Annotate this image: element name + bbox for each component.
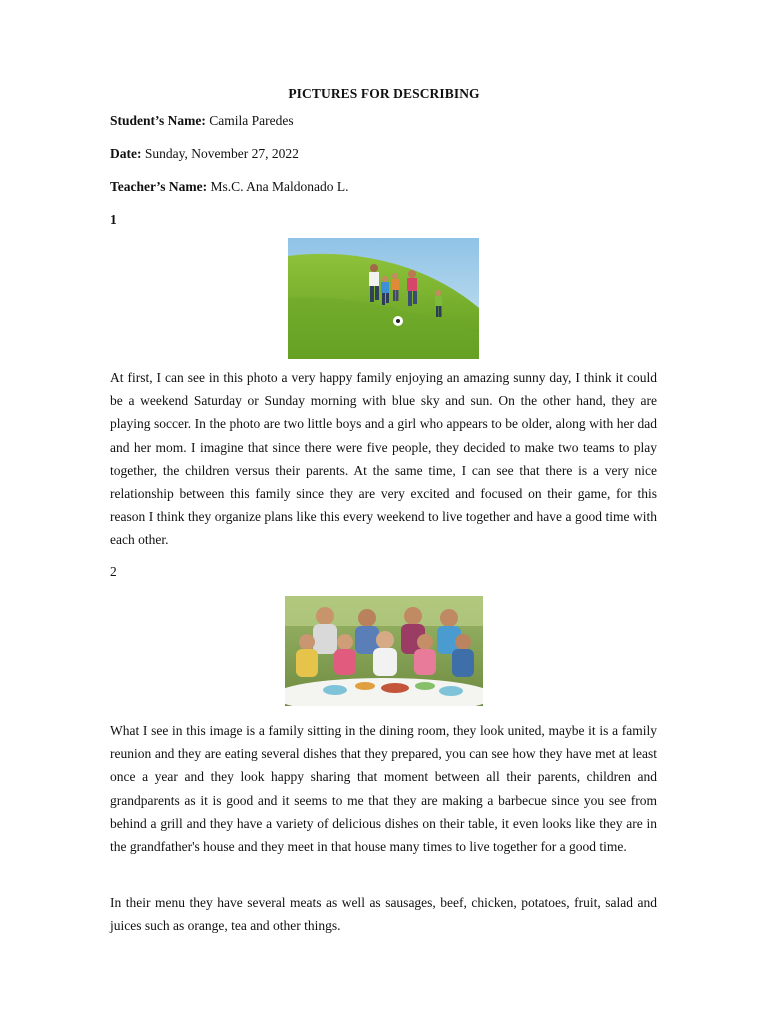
family-dinner-photo [285,596,483,706]
section-2-paragraph-1: What I see in this image is a family sitting in the dining room, they look united, maybe it is a family reunion and they are eating several dishes that they prepared, you can see how they have met at least once a year and they look happy sharing that moment between all their parents, children and grandparents as it is good and it seems to me that they are making a barbecue since you see from behind a grill and they have a variety of delicious dishes on their table, it even looks like they are in the grandfather's house and they meet in that house many times to live together for a good time. [110,723,657,855]
student-name-line [110,113,294,129]
date-line [110,146,299,162]
student-name-label: Student’s Name: [110,113,206,128]
date-value: Sunday, November 27, 2022 [144,146,299,161]
teacher-name-line [110,179,348,195]
student-name-value: Camila Paredes [209,113,294,128]
document-title: PICTURES FOR DESCRIBING [288,86,480,101]
teacher-name-label: Teacher’s Name: [110,179,208,194]
soccer-family-photo [288,238,479,359]
section-1-paragraph: At first, I can see in this photo a very happy family enjoying an amazing sunny day, I think it could be a weekend Saturday or Sunday morning with blue sky and sun. On the other hand, they are playing soccer. In the photo are two little boys and a girl who appears to be older, along with her dad and her mom. I imagine that since there were five people, they decided to make two teams to play together, the children versus their parents. At the same time, I can see that there is a very nice relationship between this family since they are very excited and focused on their game, for this reason I think they organize plans like this every weekend to live together and have a good time with each other. [110,370,657,548]
date-label: Date: [110,146,142,161]
section-2-paragraph-2: In their menu they have several meats as well as sausages, beef, chicken, potatoes, fruit, salad and juices such as orange, tea and other things. [110,895,657,934]
section-2-number: 2 [110,564,117,579]
section-1-number: 1 [110,212,117,227]
teacher-name-value: Ms.C. Ana Maldonado L. [210,179,349,194]
